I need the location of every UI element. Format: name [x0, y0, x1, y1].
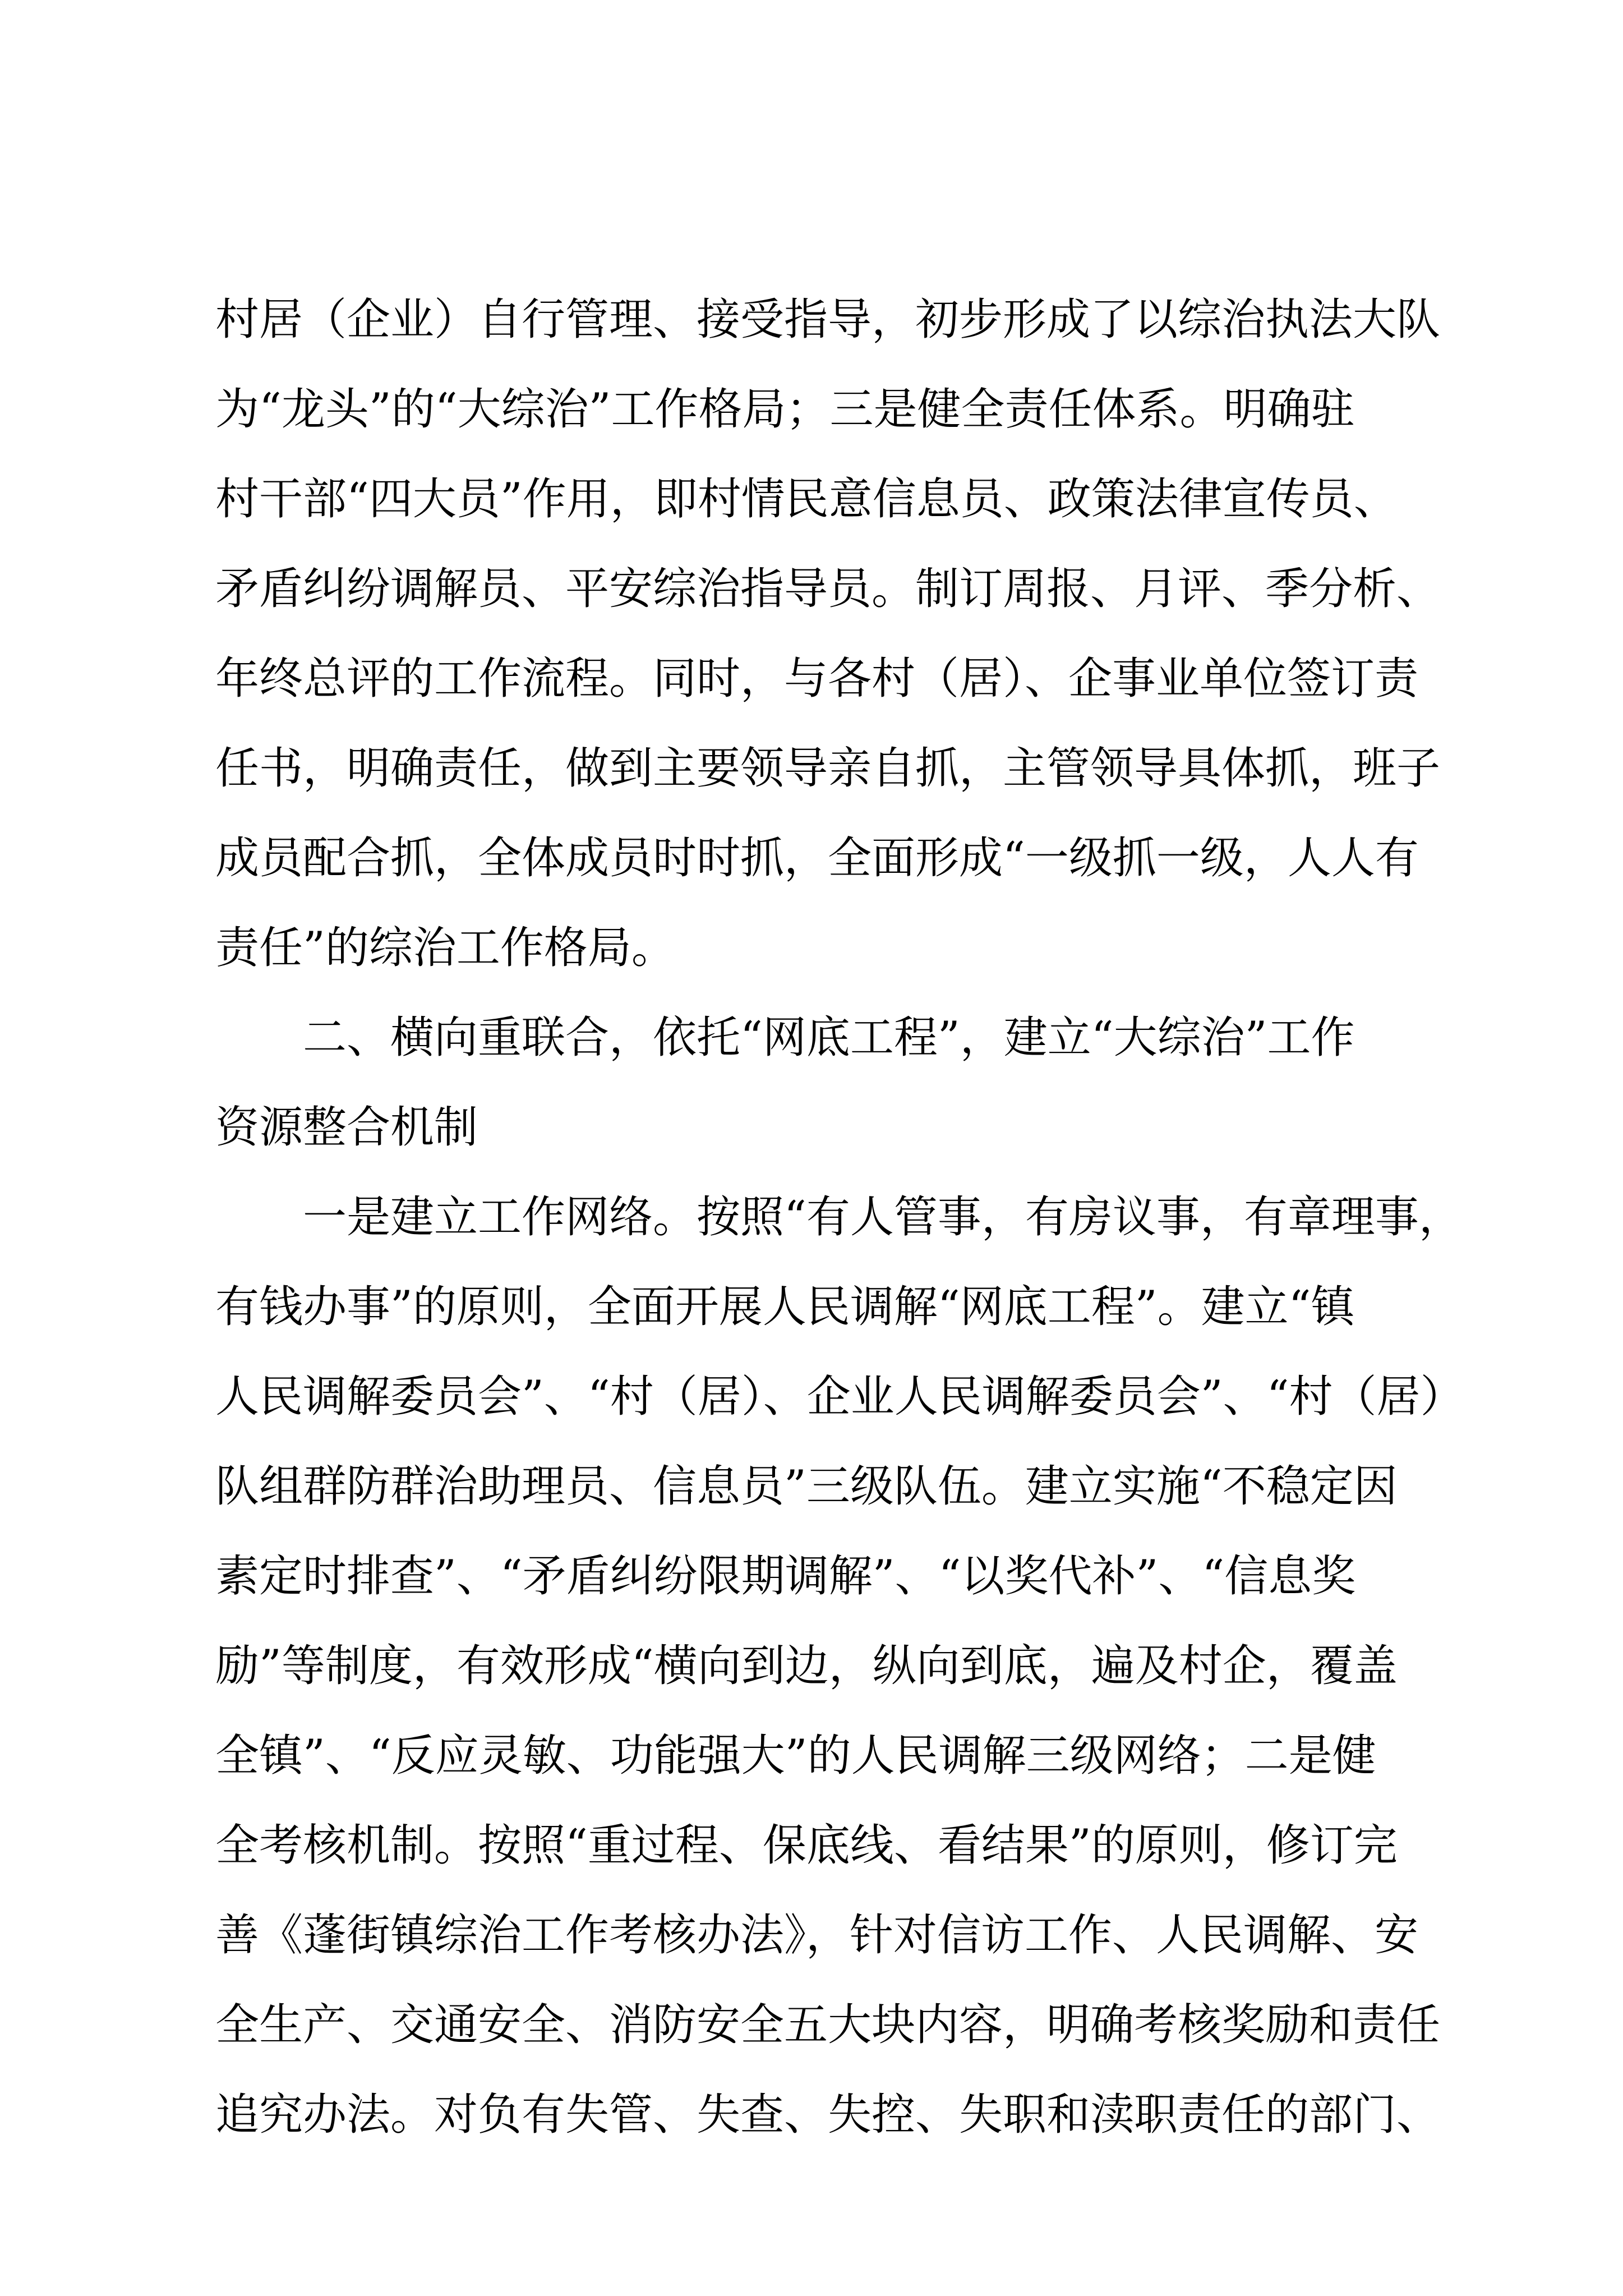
text-line: 全镇”、“反应灵敏、功能强大”的人民调解三级网络；二是健 — [215, 1731, 1376, 1781]
text-line: 全考核机制。按照“重过程、保底线、看结果”的原则，修订完 — [215, 1820, 1398, 1871]
text-line: 有钱办事”的原则，全面开展人民调解“网底工程”。建立“镇 — [215, 1282, 1355, 1332]
text-line: 成员配合抓，全体成员时时抓，全面形成“一级抓一级，人人有 — [215, 833, 1419, 884]
section-heading-line: 资源整合机制 — [215, 1102, 478, 1153]
text-line: 一是建立工作网络。按照“有人管事，有房议事，有章理事， — [215, 1192, 1463, 1243]
text-line: 责任”的综治工作格局。 — [215, 923, 675, 973]
text-line: 年终总评的工作流程。同时，与各村（居）、企事业单位签订责 — [215, 654, 1419, 704]
text-line: 队组群防群治助理员、信息员”三级队伍。建立实施“不稳定因 — [215, 1461, 1398, 1512]
text-line: 善《蓬街镇综治工作考核办法》，针对信访工作、人民调解、安 — [215, 1910, 1419, 1961]
text-line: 追究办法。对负有失管、失查、失控、失职和渎职责任的部门、 — [215, 2090, 1441, 2140]
text-line: 村干部“四大员”作用，即村情民意信息员、政策法律宣传员、 — [215, 474, 1398, 524]
text-line: 任书，明确责任，做到主要领导亲自抓，主管领导具体抓，班子 — [215, 743, 1441, 794]
text-line: 为“龙头”的“大综治”工作格局；三是健全责任体系。明确驻 — [215, 384, 1355, 435]
text-line: 矛盾纠纷调解员、平安综治指导员。制订周报、月评、季分析、 — [215, 564, 1441, 614]
text-line: 全生产、交通安全、消防安全五大块内容，明确考核奖励和责任 — [215, 2000, 1441, 2050]
text-line: 人民调解委员会”、“村（居）、企业人民调解委员会”、“村（居） — [215, 1372, 1464, 1422]
text-line: 励”等制度，有效形成“横向到边，纵向到底，遍及村企，覆盖 — [215, 1641, 1398, 1691]
text-line: 素定时排查”、“矛盾纠纷限期调解”、“以奖代补”、“信息奖 — [215, 1551, 1356, 1602]
text-line: 村居（企业）自行管理、接受指导，初步形成了以综治执法大队 — [215, 295, 1441, 345]
section-heading-line: 二、横向重联合，依托“网底工程”，建立“大综治”工作 — [215, 1013, 1355, 1063]
